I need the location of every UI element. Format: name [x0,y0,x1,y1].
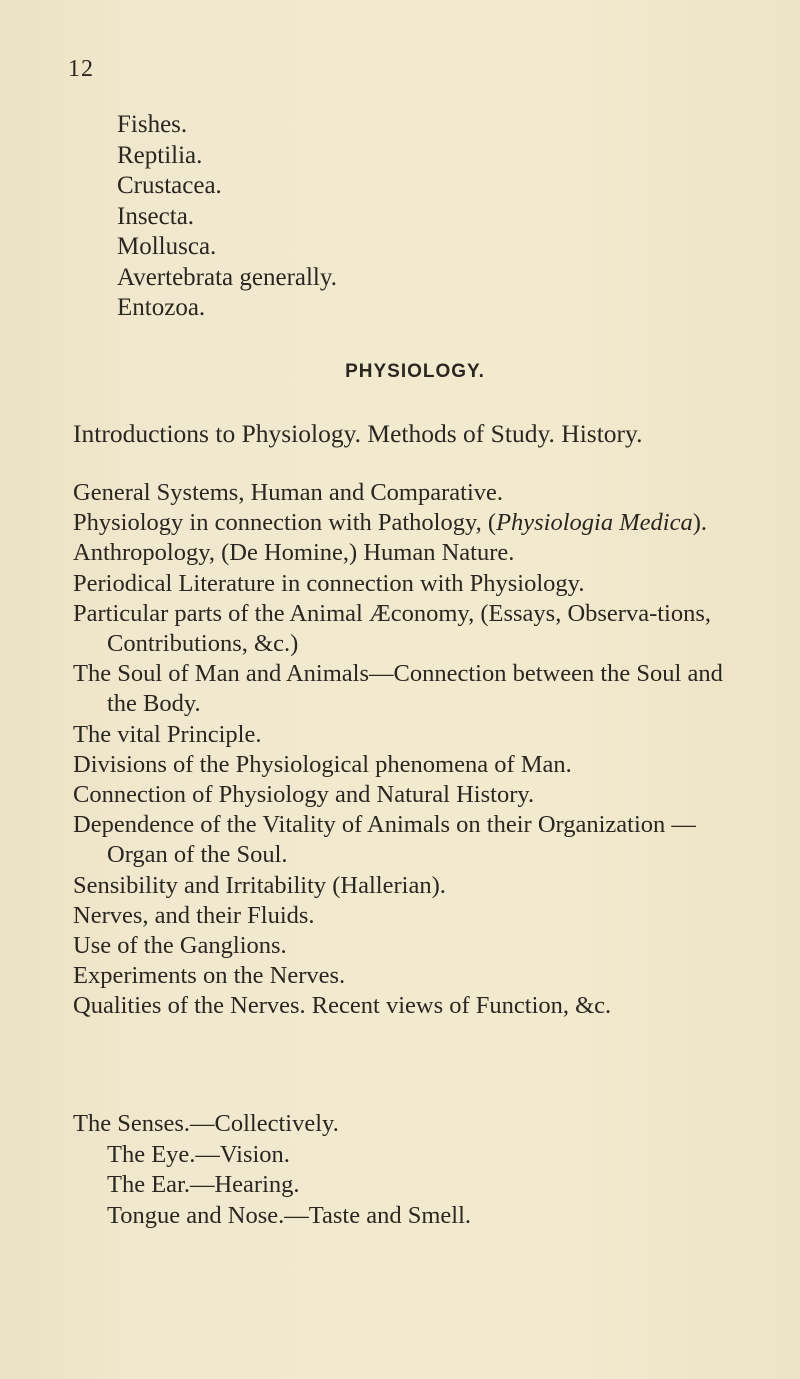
list-item: Periodical Literature in connection with Physiology. [73,569,585,597]
list-item: The Ear.—Hearing. [107,1171,300,1198]
list-item: Fishes. [117,111,188,138]
list-item: Experiments on the Nerves. [73,962,346,990]
list-item: Use of the Ganglions. [73,932,287,960]
list-item: General Systems, Human and Comparative. [73,479,504,506]
list-item: The Eye.—Vision. [107,1140,290,1168]
section-heading: PHYSIOLOGY. [345,361,485,382]
list-item: Anthropology, (De Homine,) Human Nature. [73,539,515,567]
list-item: The vital Principle. [73,720,262,748]
list-item: Particular parts of the Animal Æconomy, (Essays, Observa-tions, Contributions, &c.) [73,599,712,658]
list-item: Entozoa. [117,294,206,321]
list-item: Divisions of the Physiological phenomena of Man. [73,750,572,778]
physiology-entries [73,478,753,1022]
senses-list [73,1109,471,1231]
entry-text: ). [692,509,707,537]
list-item: Insecta. [117,202,195,230]
list-item: Nerves, and their Fluids. [73,901,315,929]
list-item: Crustacea. [117,172,222,199]
list-item: Reptilia. [117,141,203,169]
list-item: Mollusca. [117,233,217,260]
list-item: Tongue and Nose.—Taste and Smell. [107,1201,471,1229]
entry-text: Physiology in connection with Pathology, ( [73,509,497,537]
classes-list [117,110,337,324]
list-item: Connection of Physiology and Natural History. [73,781,535,809]
list-item: Qualities of the Nerves. Recent views of Function, &c. [73,992,612,1020]
page-number: 12 [68,56,94,82]
intro-line: Introductions to Physiology. Methods of Study. History. [73,419,643,448]
list-item: Sensibility and Irritability (Hallerian). [73,871,446,899]
list-item: Dependence of the Vitality of Animals on their Organization —Organ of the Soul. [73,811,696,869]
entry-italic-text: Physiologia Medica [496,509,693,537]
list-item [73,508,753,538]
list-item: The Senses.—Collectively. [73,1110,339,1137]
list-item: Avertebrata generally. [117,263,338,291]
list-item: The Soul of Man and Animals—Connection between the Soul and the Body. [73,660,723,718]
